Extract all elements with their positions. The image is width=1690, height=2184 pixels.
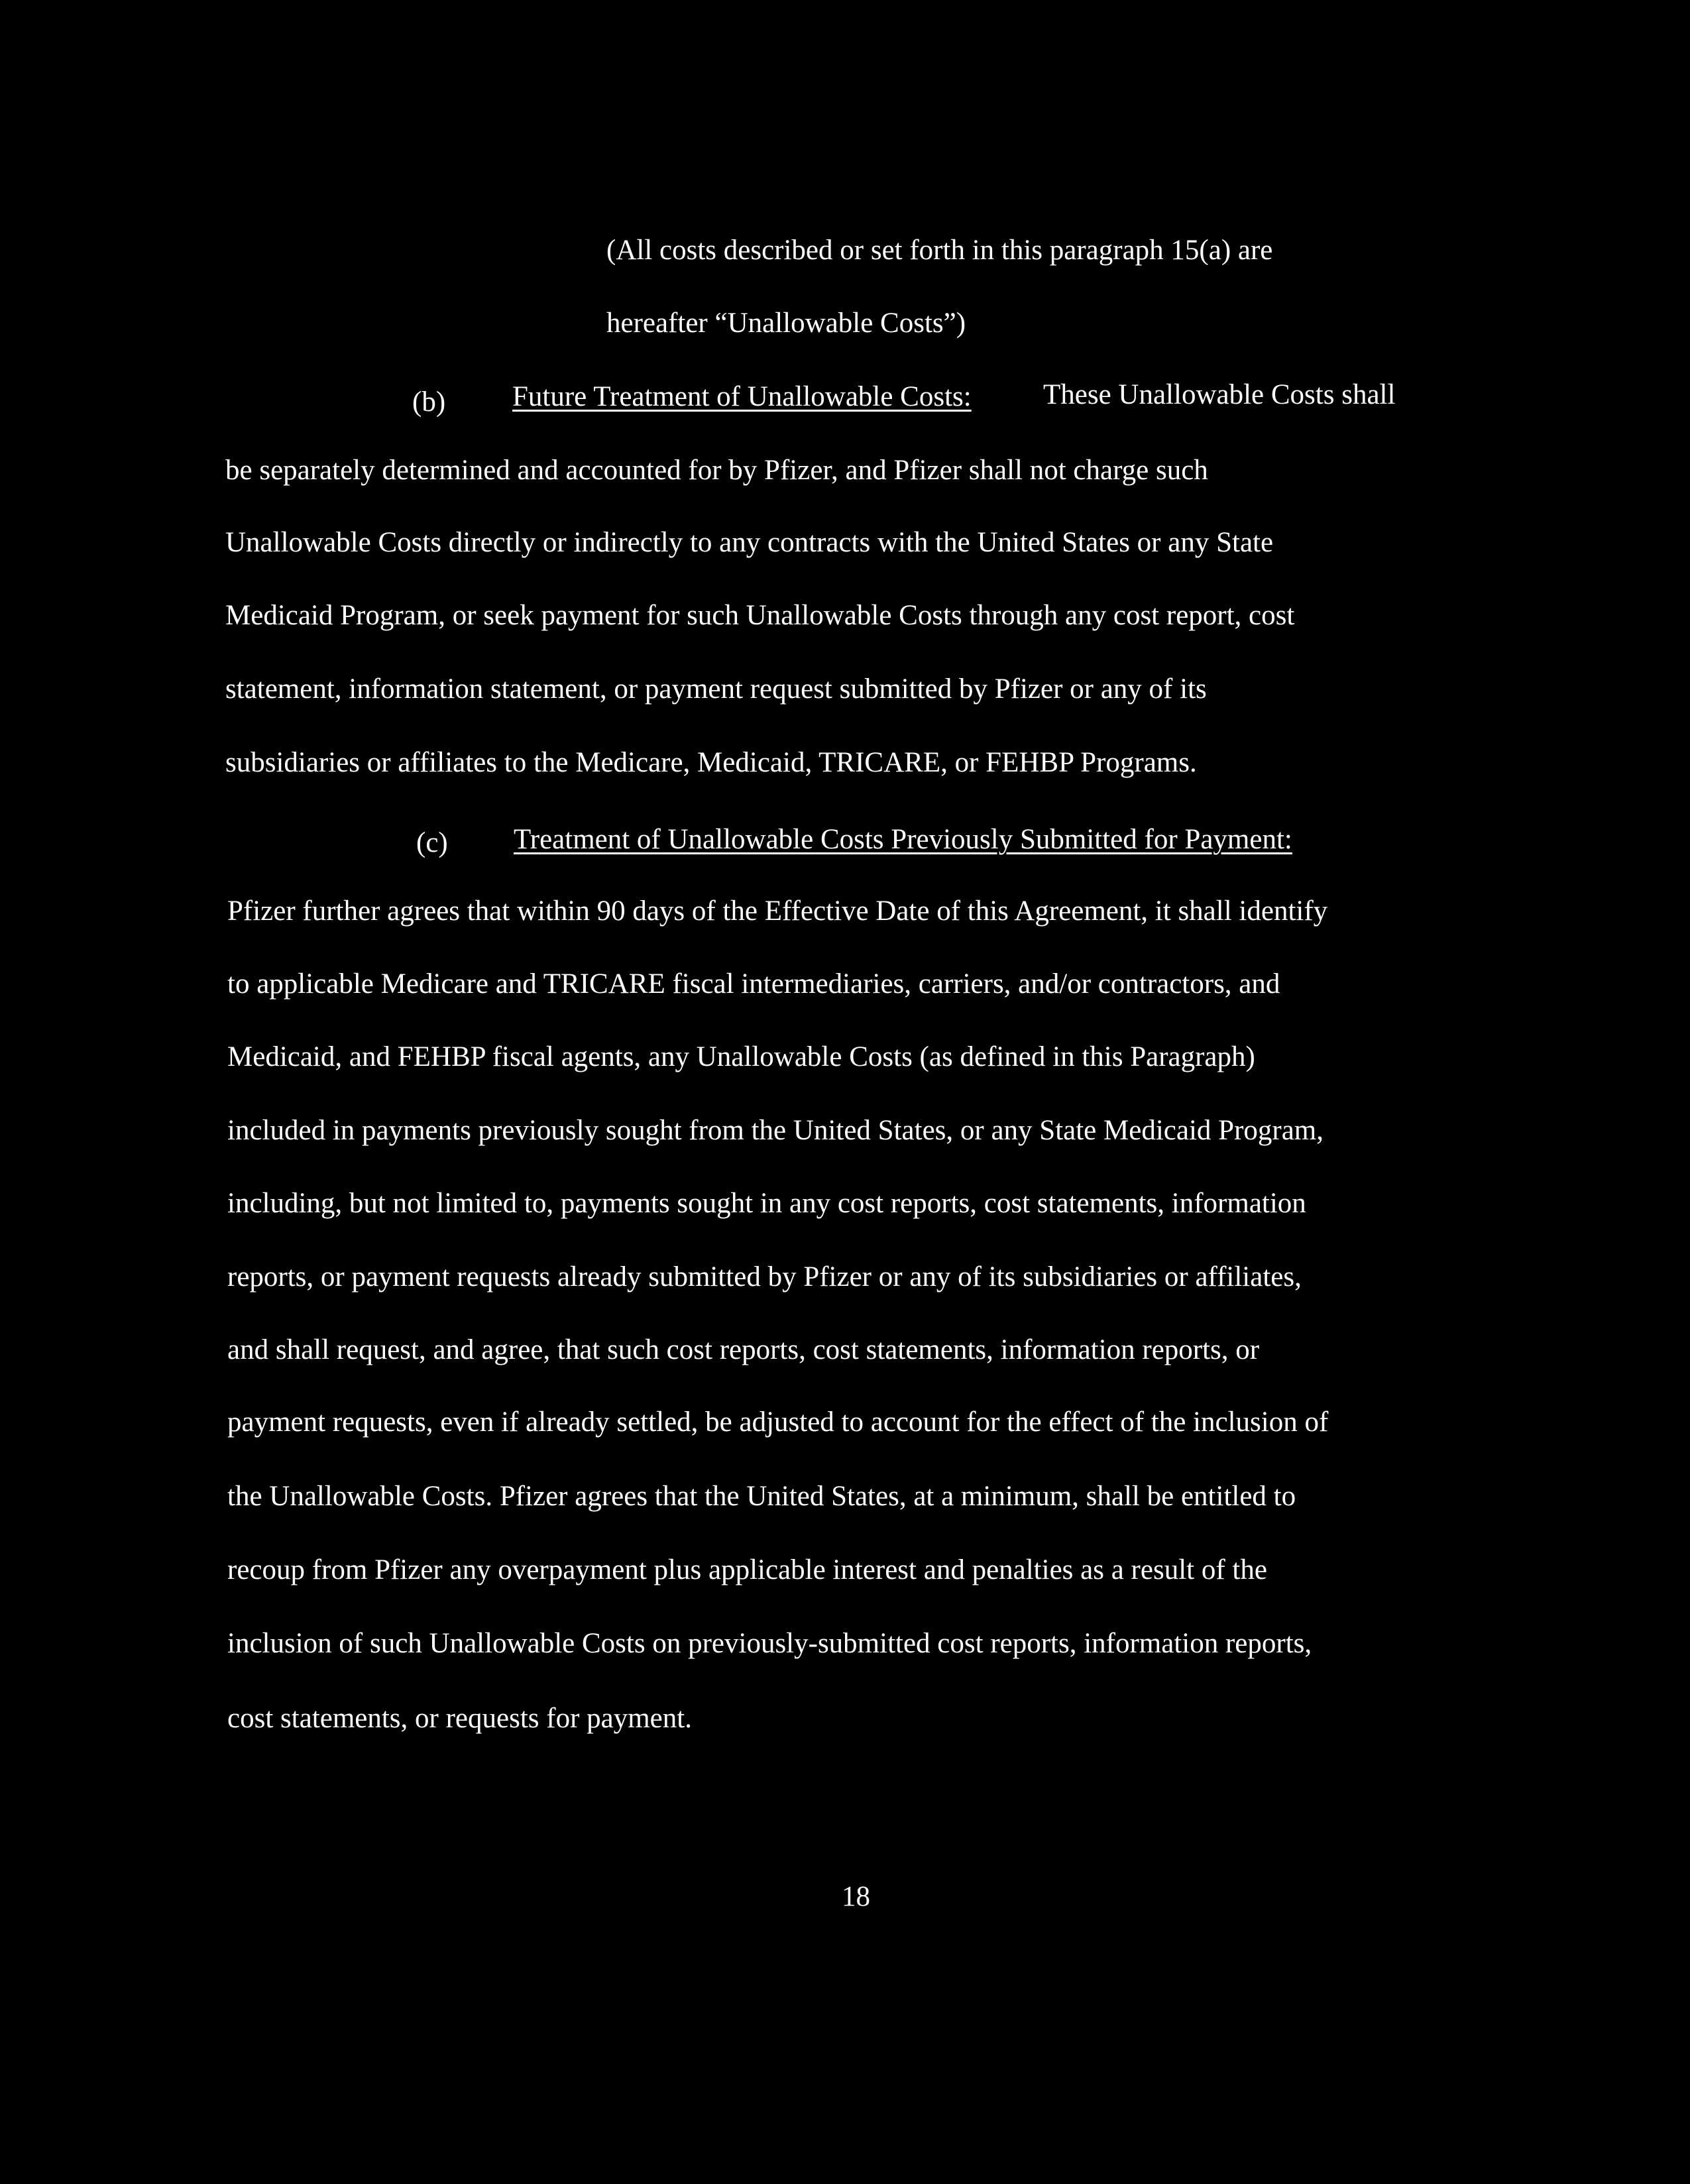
para-c-line: inclusion of such Unallowable Costs on previously-submitted cost reports, information reports, [227, 1628, 1312, 1659]
para-c-line: Pfizer further agrees that within 90 days of the Effective Date of this Agreement, it shall identify [227, 895, 1328, 927]
para-b-first-line-rest: These Unallowable Costs shall [1043, 379, 1396, 410]
para-c-line: reports, or payment requests already submitted by Pfizer or any of its subsidiaries or affiliates, [227, 1261, 1302, 1293]
intro-line-1: (All costs described or set forth in this paragraph 15(a) are [606, 235, 1273, 266]
para-c-heading: Treatment of Unallowable Costs Previously Submitted for Payment: [514, 824, 1292, 855]
para-b-line: Unallowable Costs directly or indirectly to any contracts with the United States or any State [225, 527, 1274, 558]
para-c-line: including, but not limited to, payments sought in any cost reports, cost statements, information [227, 1188, 1306, 1219]
para-c-marker: (c) [416, 827, 448, 858]
intro-line-2: hereafter “Unallowable Costs”) [606, 308, 966, 339]
para-b-marker: (b) [412, 386, 446, 418]
para-c-line: Medicaid, and FEHBP fiscal agents, any Unallowable Costs (as defined in this Paragraph) [227, 1041, 1255, 1072]
para-c-line: the Unallowable Costs. Pfizer agrees that the United States, at a minimum, shall be entitled to [227, 1481, 1296, 1512]
para-c-line: and shall request, and agree, that such cost reports, cost statements, information reports, or [227, 1334, 1260, 1365]
para-b-line: subsidiaries or affiliates to the Medicare, Medicaid, TRICARE, or FEHBP Programs. [225, 747, 1197, 778]
para-c-line: included in payments previously sought from the United States, or any State Medicaid Program, [227, 1115, 1324, 1146]
para-b-heading: Future Treatment of Unallowable Costs: [512, 381, 972, 412]
para-c-line: recoup from Pfizer any overpayment plus applicable interest and penalties as a result of the [227, 1554, 1267, 1585]
page-number: 18 [842, 1881, 870, 1912]
para-b-line: be separately determined and accounted for by Pfizer, and Pfizer shall not charge such [225, 455, 1208, 486]
para-c-line: cost statements, or requests for payment. [227, 1703, 692, 1734]
para-c-line: payment requests, even if already settled, be adjusted to account for the effect of the inclusion of [227, 1407, 1329, 1438]
para-c-line: to applicable Medicare and TRICARE fiscal intermediaries, carriers, and/or contractors, and [227, 968, 1280, 1000]
para-b-line: statement, information statement, or payment request submitted by Pfizer or any of its [225, 673, 1207, 705]
para-b-line: Medicaid Program, or seek payment for such Unallowable Costs through any cost report, cost [225, 600, 1295, 631]
